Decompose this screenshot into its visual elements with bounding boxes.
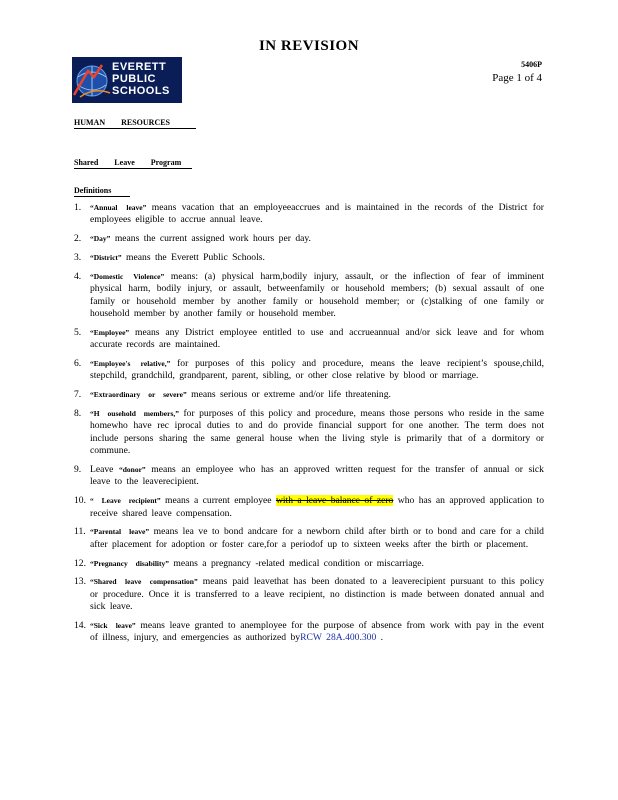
definitions-heading: Definitions [74,186,130,197]
definition-item: 4. “Domestic Violence” means: (a) physical harm,bodily injury, assault, or the inflection of fear of imminent physical harm, bodily injury, or assault, betweenfamily or household members; (b) sexual assault of one family or household member by another family or household member; or (c)stalking of one family or household member by another family or household member. [74,270,544,320]
definition-item: 10. “ Leave recipient” means a current employee with a leave balance of zero who has an approved application to receive shared leave compensation. [74,495,544,519]
struck-highlighted-text: with a leave balance of zero [275,495,394,507]
policy-code: 5406P [521,60,542,69]
district-logo [72,57,182,103]
rcw-link[interactable]: RCW 28A.400.300 [300,632,377,644]
department-heading: HUMAN RESOURCES [74,118,196,129]
definition-item: 14. “Sick leave” means leave granted to anemployee for the purpose of absence from work with pay in the event of illness, injury, and emergencies as authorized byRCW 28A.400.300 . [74,620,544,644]
page-number: Page 1 of 4 [492,72,542,84]
definition-item: 8. “H ousehold members,” for purposes of this policy and procedure, means those persons who reside in the same homewho have rec iprocal duties to and do provide financial support for one another. The term does not include persons sharing the same general house when the living style is primarily that of a dormitory or commune. [74,408,544,457]
revision-status-title: IN REVISION [258,38,360,54]
definition-item: 5. “Employee” means any District employee entitled to use and accrueannual and/or sick leave and for whom accurate records are maintained. [74,326,544,351]
definition-item: 7. “Extraordinary or severe” means serious or extreme and/or life threatening. [74,389,391,401]
definition-item: 12. “Pregnancy disability” means a pregnancy -related medical condition or miscarriage. [74,557,424,569]
definition-item: 2. “Day” means the current assigned work hours per day. [74,233,311,245]
definition-item: 11. “Parental leave” means lea ve to bond andcare for a newborn child after birth or to bond and care for a child after placement for adoption or foster care,for a periodof up to sixteen weeks after the birth or placement. [74,526,544,550]
program-heading: Shared Leave Program [74,158,192,169]
definition-item: 9. Leave “donor” means an employee who has an approved written request for the transfer of annual or sick leave to the leaverecipient. [74,464,544,488]
definition-item: 13. “Shared leave compensation” means paid leavethat has been donated to a leaverecipient pursuant to this policy or procedure. Once it is transferred to a leave recipient, no distinction is made between donated annual and sick leave. [74,576,544,613]
definition-item: 1. “Annual leave” means vacation that an employeeaccrues and is maintained in the records of the District for employees eligible to accrue annual leave. [74,202,544,226]
definition-item: 3. “District” means the Everett Public Schools. [74,252,265,263]
logo-wordmark: EVERETT PUBLIC SCHOOLS [112,61,170,97]
definition-item: 6. “Employee's relative,” for purposes of this policy and procedure, means the leave recipient’s spouse,child, stepchild, grandchild, grandparent, parent, sibling, or other close relative by blood or marriage. [74,358,545,382]
definitions-list [74,202,544,651]
